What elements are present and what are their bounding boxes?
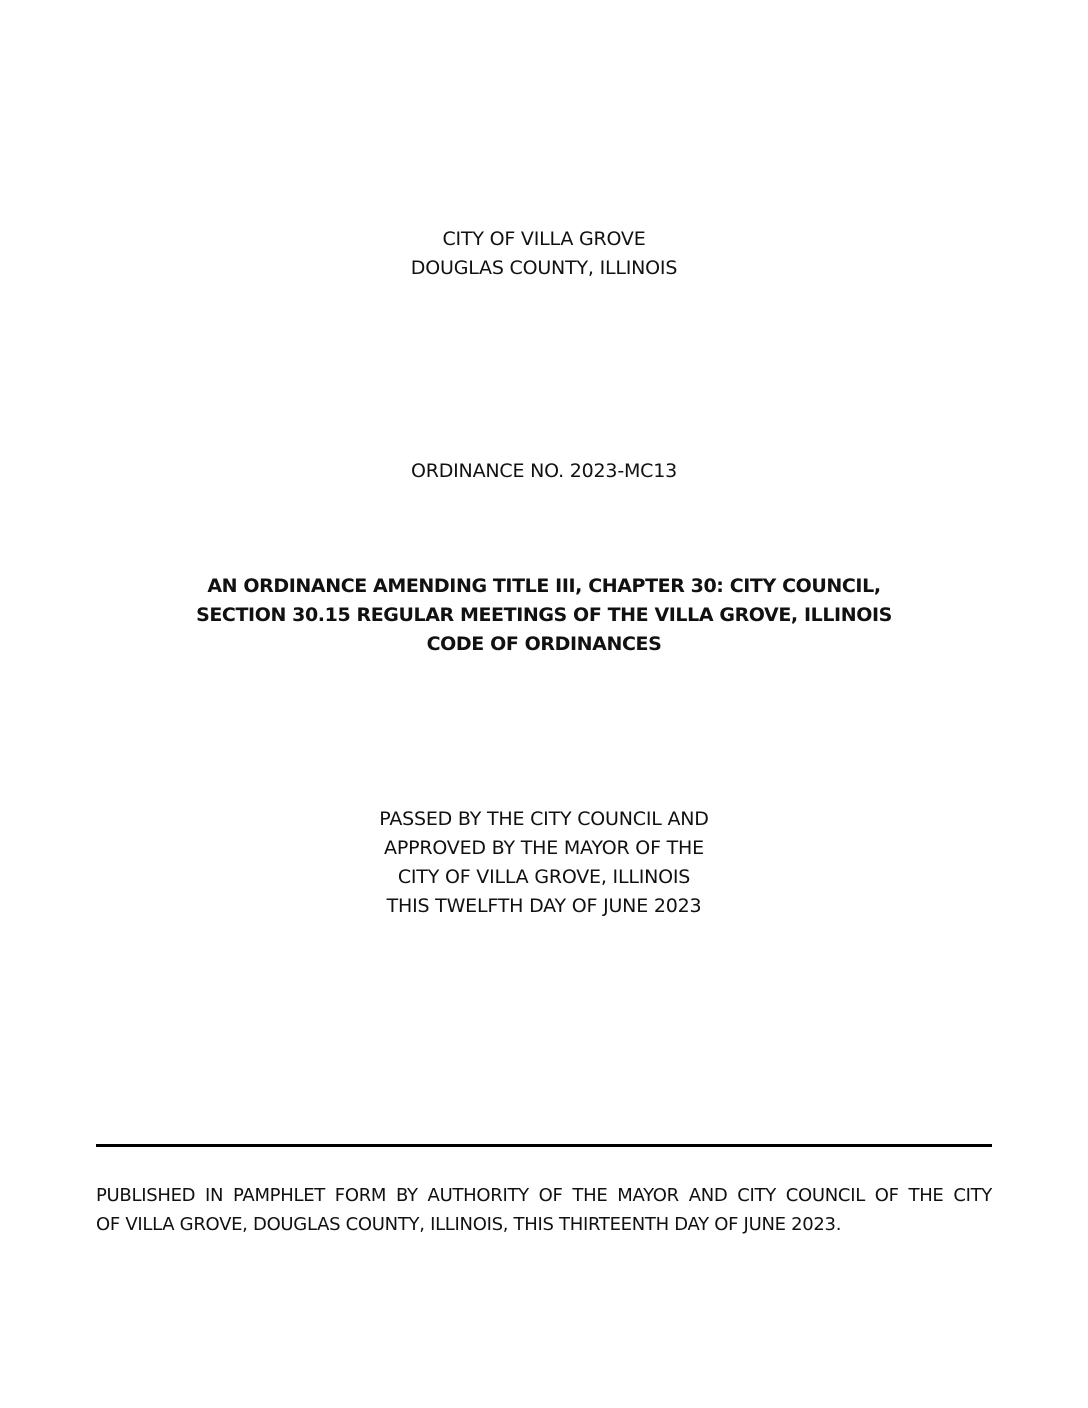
ordinance-title — [0, 572, 1088, 659]
title-line-1: AN ORDINANCE AMENDING TITLE III, CHAPTER 30: CITY COUNCIL, — [207, 575, 881, 597]
passed-statement — [0, 805, 1088, 921]
passed-line-2: APPROVED BY THE MAYOR OF THE — [384, 837, 704, 859]
published-line-1: PUBLISHED IN PAMPHLET FORM BY AUTHORITY OF THE MAYOR AND CITY COUNCIL OF THE CITY — [96, 1185, 992, 1206]
document-header — [0, 225, 1088, 283]
horizontal-divider — [96, 1144, 992, 1147]
publication-statement — [96, 1181, 992, 1239]
ordinance-number-text: ORDINANCE NO. 2023-MC13 — [410, 460, 678, 482]
passed-line-3: CITY OF VILLA GROVE, ILLINOIS — [397, 866, 691, 888]
published-line-2: OF VILLA GROVE, DOUGLAS COUNTY, ILLINOIS, THIS THIRTEENTH DAY OF JUNE 2023. — [96, 1214, 842, 1235]
city-name: CITY OF VILLA GROVE — [442, 228, 646, 250]
county-name: DOUGLAS COUNTY, ILLINOIS — [410, 257, 678, 279]
passed-line-4: THIS TWELFTH DAY OF JUNE 2023 — [386, 895, 702, 917]
passed-line-1: PASSED BY THE CITY COUNCIL AND — [379, 808, 709, 830]
title-line-2: SECTION 30.15 REGULAR MEETINGS OF THE VILLA GROVE, ILLINOIS — [196, 604, 892, 626]
title-line-3: CODE OF ORDINANCES — [426, 633, 662, 655]
ordinance-number — [0, 457, 1088, 486]
